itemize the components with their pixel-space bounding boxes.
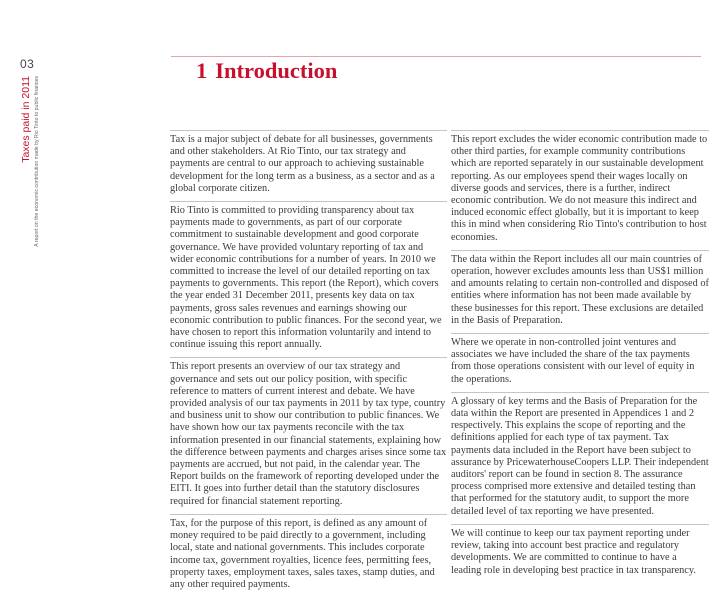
side-title: Taxes paid in 2011 bbox=[20, 76, 32, 163]
paragraph: The data within the Report includes all our main countries of operation, however excludes amounts less than US$1 million and amounts relating to certain non-controlled and disposed of entities where information has not been made available by these businesses for this report. These exclusions are detailed in the Basis of Preparation. bbox=[451, 250, 709, 327]
paragraph: Where we operate in non-controlled joint ventures and associates we have included the share of the tax payments from those operations consistent with our level of equity in the operations. bbox=[451, 333, 709, 386]
paragraph: We will continue to keep our tax payment reporting under review, taking into account best practice and regulatory developments. We are committed to continue to have a leading role in developing best practice in tax transparency. bbox=[451, 524, 709, 577]
paragraph: A glossary of key terms and the Basis of Preparation for the data within the Report are presented in Appendices 1 and 2 respectively. This explains the scope of reporting and the definitions applied for each type of tax payment. Tax payments data included in the Report have been subject to assurance by PricewaterhouseCoopers LLP. Their independent auditors' report can be found in section 8. The assurance process comprised more extensive and detailed testing than that performed for the statutory audit, to support the more detailed level of tax reporting we have presented. bbox=[451, 392, 709, 518]
page-number: 03 bbox=[20, 57, 35, 71]
section-number: 1 bbox=[196, 58, 208, 83]
side-subtitle: A report on the economic contribution made by Rio Tinto to public finances bbox=[34, 76, 40, 247]
left-column bbox=[170, 130, 447, 597]
paragraph: Tax is a major subject of debate for all businesses, governments and other stakeholders. At Rio Tinto, our tax strategy and payments are central to our approach to achieving sustainable development for the long term as a business, as a sector and as a global corporate citizen. bbox=[170, 130, 447, 195]
right-column bbox=[451, 130, 709, 583]
section-title: Introduction bbox=[215, 58, 338, 83]
section-heading bbox=[196, 58, 337, 84]
paragraph: Rio Tinto is committed to providing transparency about tax payments made to governments, as part of our corporate commitment to sustainable development and good corporate governance. We have provided voluntary reporting of tax and wider economic contributions for a number of years. In 2010 we committed to increase the level of our detailed reporting on tax payments to governments. This report (the Report), which covers the year ended 31 December 2011, presents key data on tax payments, gross sales revenues and earnings showing our economic contribution to public finances. For the second year, we have chosen to report this information voluntarily and intend to continue issuing this report annually. bbox=[170, 201, 447, 351]
header-rule bbox=[171, 56, 701, 57]
paragraph: This report excludes the wider economic contribution made to other third parties, for example community contributions which are reported separately in our sustainable development reporting. As our employees spend their wages locally on diverse goods and services, there is a further, indirect economic contribution. We do not measure this indirect and induced economic effect globally, but it is important to keep this in mind when considering Rio Tinto's contribution to host economies. bbox=[451, 130, 709, 244]
side-caption bbox=[20, 76, 46, 326]
paragraph: Tax, for the purpose of this report, is defined as any amount of money required to be paid directly to a government, including local, state and national governments. This includes corporate income tax, government royalties, licence fees, permitting fees, property taxes, employment taxes, sales taxes, stamp duties, and any other required payments. bbox=[170, 514, 447, 591]
paragraph: This report presents an overview of our tax strategy and governance and sets out our policy position, with specific reference to matters of current interest and debate. We have provided analysis of our tax payments in 2011 by tax type, country and business unit to show our contribution to public finances. We have shown how our tax payments reconcile with the tax information presented in our financial statements, explaining how the difference between payments and charges arises since some tax payments are accrued, but not paid, in the calendar year. The Report builds on the framework of reporting developed under the EITI. It goes into further detail than the statutory disclosures required for financial statement reporting. bbox=[170, 357, 447, 507]
